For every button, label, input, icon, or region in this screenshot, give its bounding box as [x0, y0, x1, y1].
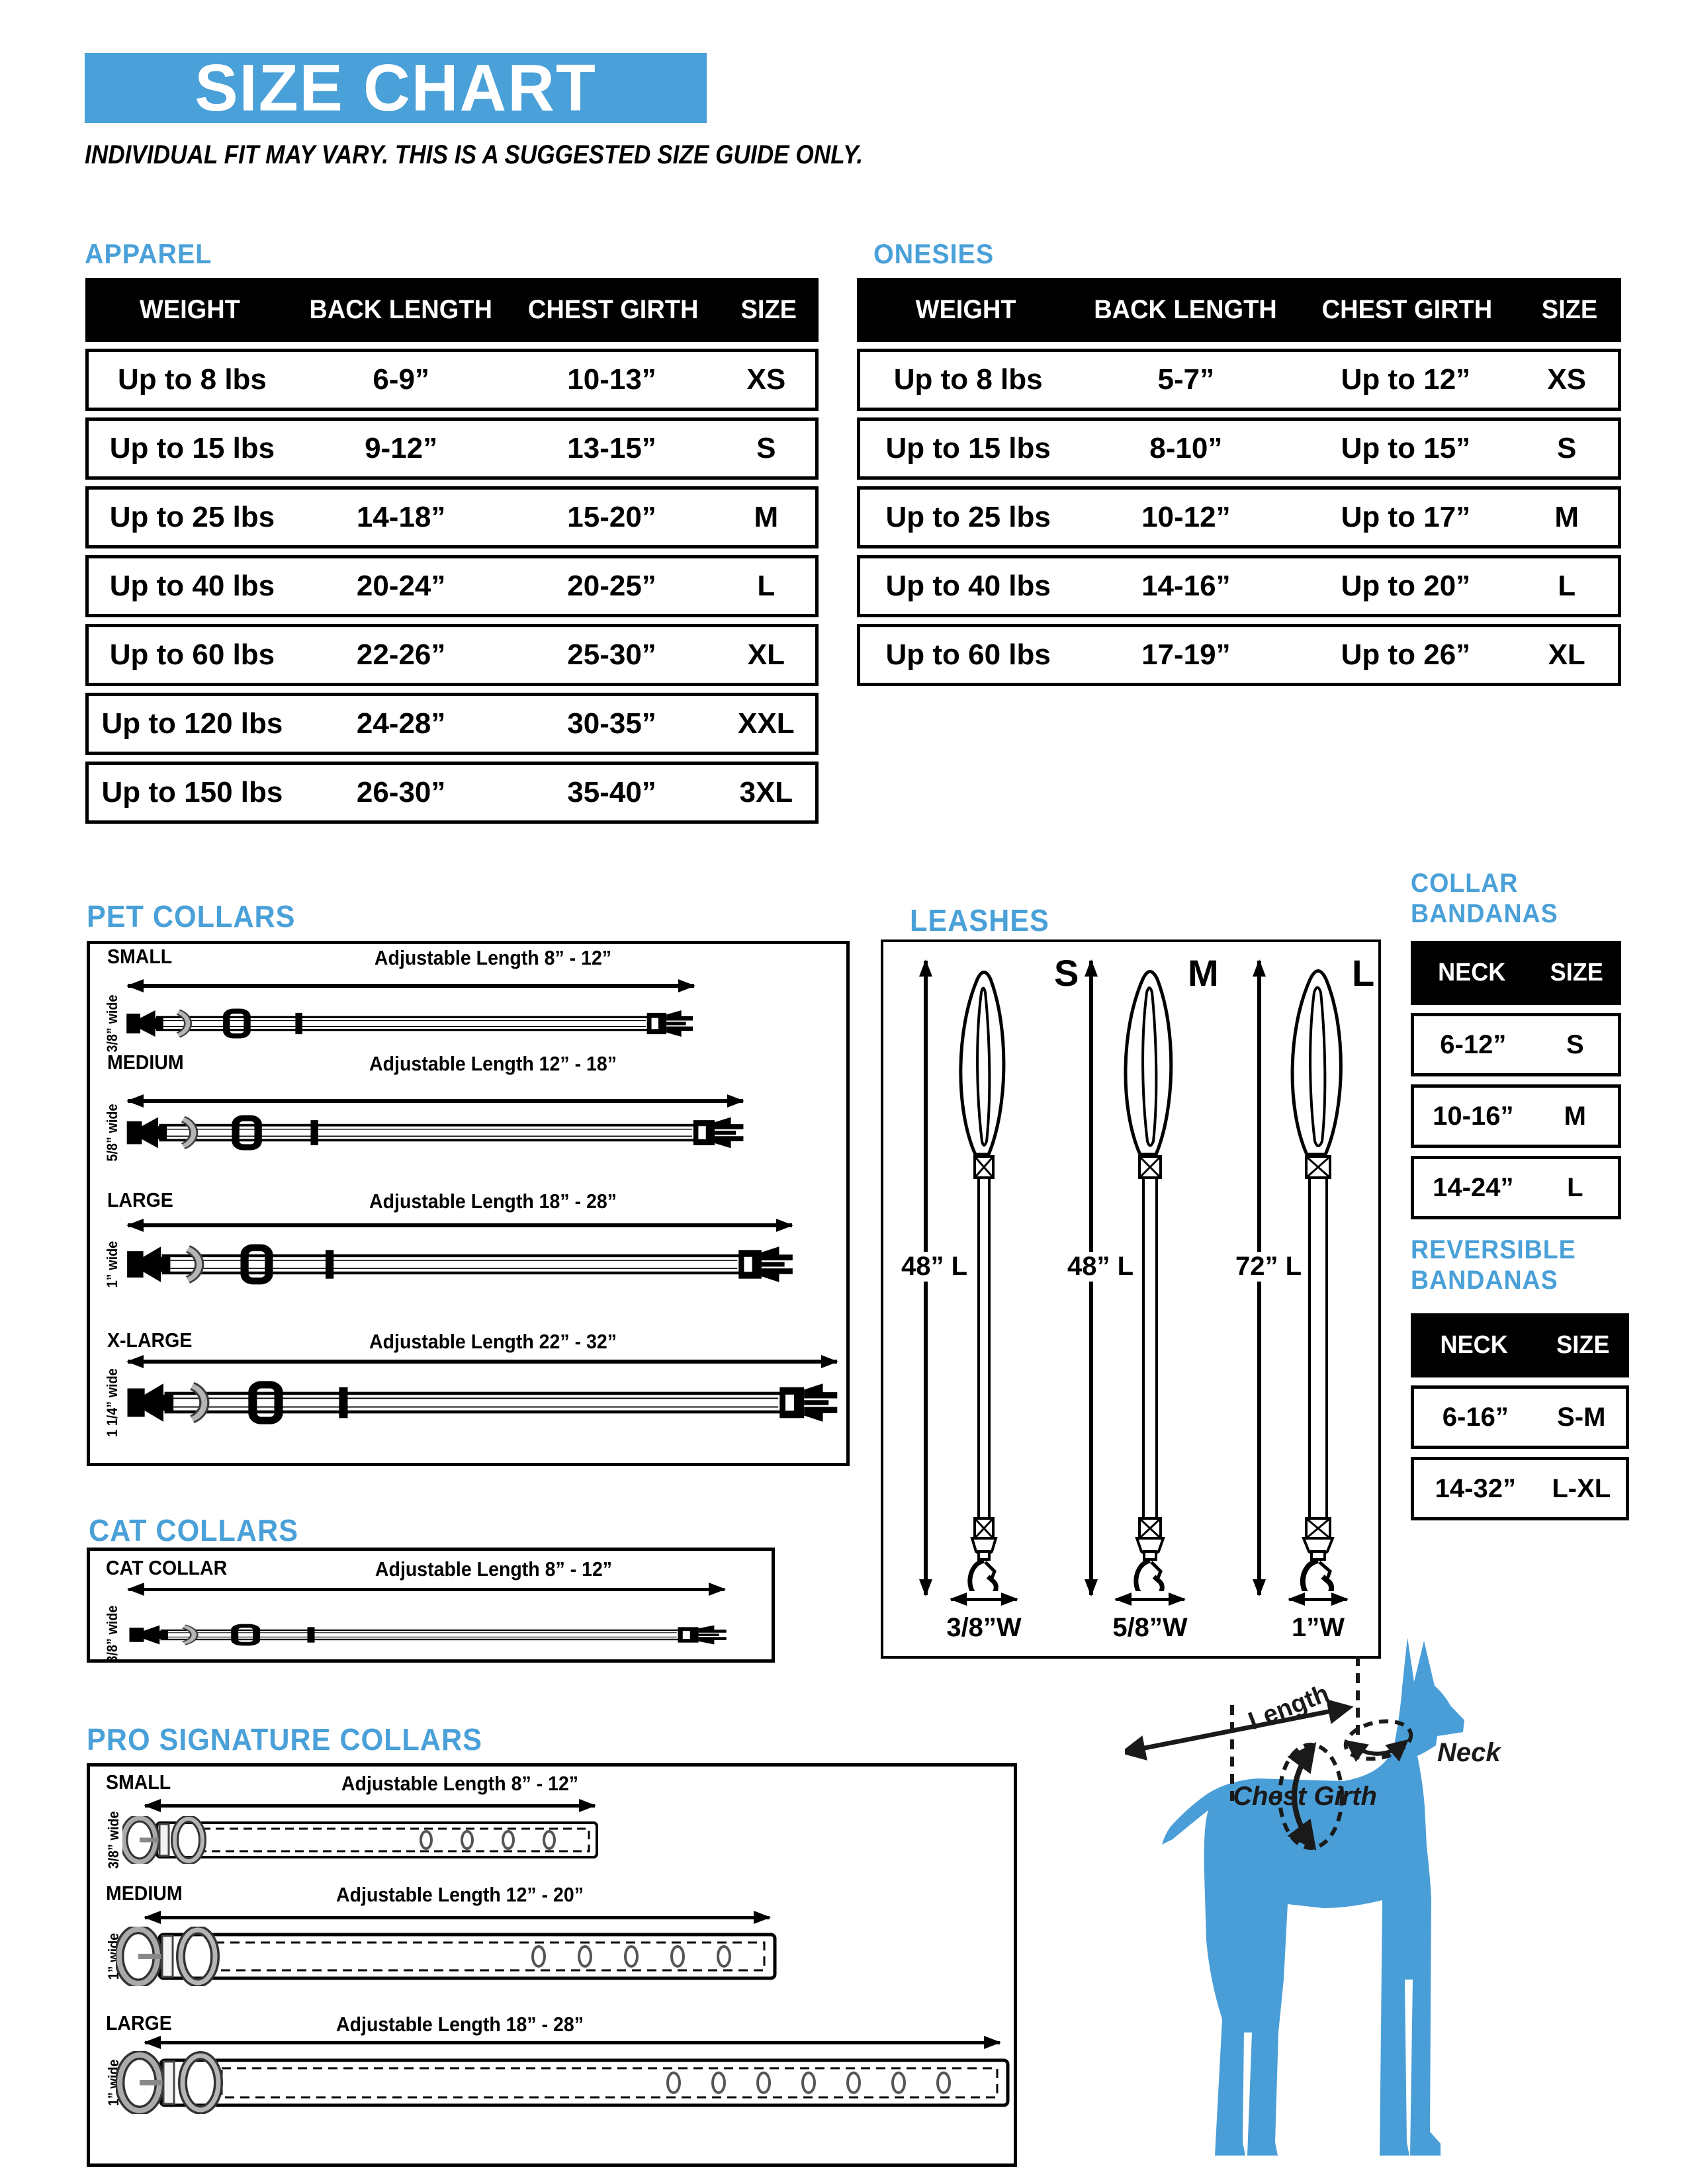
- reversible-bandanas-heading: REVERSIBLE BANDANAS: [1411, 1235, 1576, 1295]
- column-header: WEIGHT: [915, 295, 1016, 324]
- pro-collar-large-illustration: [116, 2051, 1012, 2114]
- table-cell: 10-12”: [1141, 501, 1231, 533]
- leash-length-value: 48” L: [1063, 1252, 1137, 1282]
- leash-width-value: 5/8”W: [1108, 1613, 1191, 1643]
- table-row: [857, 486, 1621, 548]
- table-cell: Up to 120 lbs: [101, 707, 283, 740]
- table-row: [857, 349, 1621, 411]
- table-cell: 8-10”: [1149, 432, 1223, 464]
- table-cell: Up to 40 lbs: [885, 570, 1051, 602]
- cat-collars-heading: CAT COLLARS: [89, 1513, 299, 1548]
- table-cell: Up to 8 lbs: [893, 363, 1043, 396]
- table-cell: L: [757, 570, 776, 602]
- chest-girth-label: Chest Girth: [1233, 1782, 1377, 1811]
- collar-width-label: 3/8” wide: [104, 1605, 120, 1663]
- xlarge-collar-illustration: [123, 1375, 843, 1430]
- collar-length-label: Adjustable Length 18” - 28”: [369, 1190, 617, 1213]
- leash-s-illustration: [944, 956, 1024, 1591]
- apparel-heading: APPAREL: [85, 238, 212, 269]
- title-banner: [85, 50, 707, 125]
- table-cell: 20-25”: [567, 570, 656, 602]
- leash-length-value: 72” L: [1231, 1252, 1306, 1282]
- collar-width-label: 3/8” wide: [105, 1811, 122, 1869]
- pet-collars-heading: PET COLLARS: [87, 899, 296, 934]
- collar-size-label: MEDIUM: [107, 1051, 184, 1074]
- buckle-icon: [127, 1117, 167, 1149]
- collar-size-label: CAT COLLAR: [106, 1556, 228, 1579]
- collar-bandanas-heading: COLLAR BANDANAS: [1411, 869, 1558, 928]
- pro-collar-small-illustration: [122, 1816, 601, 1864]
- table-cell: Up to 60 lbs: [885, 638, 1051, 671]
- leash-size-label: L: [1352, 952, 1375, 994]
- table-cell: 5-7”: [1157, 363, 1215, 396]
- table-cell: 6-9”: [373, 363, 429, 396]
- table-cell: Up to 8 lbs: [118, 363, 267, 396]
- reversible-bandanas-body: [1411, 1385, 1629, 1520]
- table-row: [1411, 1013, 1621, 1076]
- table-cell: Up to 60 lbs: [109, 638, 275, 671]
- table-cell: S-M: [1557, 1402, 1606, 1432]
- leash-width-value: 3/8”W: [942, 1613, 1025, 1643]
- table-cell: 9-12”: [365, 432, 438, 464]
- leash-width-arrow: [1289, 1598, 1347, 1601]
- medium-collar-illustration: [123, 1110, 748, 1155]
- table-row: [85, 762, 819, 824]
- apparel-table-header: [85, 278, 819, 342]
- table-cell: XL: [1548, 638, 1585, 671]
- table-cell: 20-24”: [356, 570, 446, 602]
- pro-signature-collars-heading: PRO SIGNATURE COLLARS: [87, 1722, 482, 1757]
- table-cell: Up to 26”: [1341, 638, 1471, 671]
- leash-l-illustration: [1278, 956, 1358, 1591]
- table-cell: Up to 20”: [1341, 570, 1471, 602]
- table-row: [85, 624, 819, 686]
- table-row: [857, 417, 1621, 480]
- onesies-table-body: [857, 349, 1621, 686]
- collar-size-label: LARGE: [106, 2011, 172, 2034]
- table-cell: S: [756, 432, 776, 464]
- neck-label: Neck: [1437, 1738, 1501, 1767]
- table-cell: 30-35”: [567, 707, 656, 740]
- leash-width-value: 1”W: [1288, 1613, 1349, 1643]
- collar-size-label: MEDIUM: [106, 1882, 183, 1905]
- table-cell: 6-16”: [1442, 1402, 1509, 1432]
- table-cell: 17-19”: [1141, 638, 1231, 671]
- length-arrow: [145, 1916, 770, 1919]
- large-collar-illustration: [123, 1239, 798, 1290]
- buckle-icon: [129, 1626, 168, 1645]
- table-cell: Up to 25 lbs: [109, 501, 275, 533]
- table-cell: L: [1567, 1172, 1583, 1202]
- collar-length-label: Adjustable Length 12” - 20”: [336, 1883, 584, 1906]
- table-cell: 6-12”: [1440, 1029, 1507, 1059]
- table-cell: Up to 25 lbs: [885, 501, 1051, 533]
- column-header: SIZE: [1550, 959, 1604, 986]
- table-cell: S: [1557, 432, 1577, 464]
- table-cell: S: [1566, 1029, 1584, 1059]
- collar-length-label: Adjustable Length 22” - 32”: [369, 1330, 617, 1353]
- table-cell: Up to 15 lbs: [109, 432, 275, 464]
- table-cell: L: [1558, 570, 1576, 602]
- collar-length-label: Adjustable Length 8” - 12”: [374, 946, 612, 969]
- length-arrow: [128, 1360, 837, 1364]
- leash-width-arrow: [951, 1598, 1017, 1601]
- collar-width-label: 5/8” wide: [104, 1104, 120, 1162]
- apparel-table: [85, 278, 819, 824]
- table-cell: XL: [747, 638, 785, 671]
- table-row: [1411, 1457, 1629, 1520]
- column-header: SIZE: [1541, 295, 1598, 324]
- table-cell: XS: [1547, 363, 1587, 396]
- leash-length-value: 48” L: [897, 1252, 971, 1282]
- table-cell: M: [754, 501, 779, 533]
- collar-length-label: Adjustable Length 18” - 28”: [336, 2013, 584, 2036]
- length-arrow: [1125, 1708, 1349, 1752]
- table-row: [1411, 1385, 1629, 1449]
- table-cell: M: [1564, 1101, 1586, 1131]
- table-cell: 35-40”: [567, 776, 656, 808]
- table-cell: Up to 40 lbs: [109, 570, 275, 602]
- leash-size-label: S: [1054, 952, 1079, 994]
- table-cell: 13-15”: [567, 432, 656, 464]
- table-cell: 24-28”: [356, 707, 446, 740]
- table-row: [85, 555, 819, 617]
- column-header: CHEST GIRTH: [1321, 295, 1493, 324]
- collar-size-label: LARGE: [107, 1188, 173, 1211]
- onesies-heading: ONESIES: [873, 238, 995, 269]
- table-cell: 22-26”: [356, 638, 446, 671]
- length-arrow: [145, 1804, 595, 1808]
- collar-size-label: SMALL: [107, 945, 173, 968]
- small-collar-illustration: [123, 1004, 697, 1043]
- leash-width-arrow: [1116, 1598, 1184, 1601]
- table-cell: 14-16”: [1141, 570, 1231, 602]
- collar-width-label: 3/8” wide: [104, 994, 120, 1053]
- pro-collar-medium-illustration: [116, 1927, 777, 1986]
- collar-length-label: Adjustable Length 8” - 12”: [375, 1557, 613, 1581]
- collar-size-label: SMALL: [106, 1770, 171, 1794]
- collar-bandanas-body: [1411, 1013, 1621, 1219]
- table-row: [85, 486, 819, 548]
- table-row: [1411, 1084, 1621, 1148]
- table-cell: XS: [746, 363, 786, 396]
- column-header: BACK LENGTH: [309, 295, 492, 324]
- table-cell: 25-30”: [567, 638, 656, 671]
- table-cell: Up to 12”: [1341, 363, 1471, 396]
- table-row: [85, 417, 819, 480]
- table-cell: 14-18”: [356, 501, 446, 533]
- reversible-bandanas-header: [1411, 1313, 1629, 1377]
- onesies-table-header: [857, 278, 1621, 342]
- collar-length-label: Adjustable Length 8” - 12”: [341, 1772, 579, 1795]
- length-arrow: [128, 984, 694, 988]
- table-cell: M: [1554, 501, 1579, 533]
- column-header: BACK LENGTH: [1094, 295, 1277, 324]
- leashes-heading: LEASHES: [910, 903, 1049, 938]
- page-title: SIZE CHART: [195, 50, 597, 125]
- table-cell: 26-30”: [356, 776, 446, 808]
- collar-size-label: X-LARGE: [107, 1329, 193, 1352]
- table-cell: 14-24”: [1433, 1172, 1514, 1202]
- collar-width-label: 1 1/4” wide: [104, 1368, 120, 1437]
- length-arrow: [128, 1588, 725, 1591]
- reversible-bandanas-table: [1411, 1313, 1629, 1520]
- table-row: [85, 349, 819, 411]
- cat-collar-illustration: [126, 1621, 731, 1649]
- column-header: CHEST GIRTH: [527, 295, 699, 324]
- collar-length-label: Adjustable Length 12” - 18”: [369, 1052, 617, 1075]
- table-cell: Up to 17”: [1341, 501, 1471, 533]
- collar-bandanas-header: [1411, 941, 1621, 1005]
- collar-width-label: 1” wide: [104, 1241, 120, 1288]
- table-row: [1411, 1156, 1621, 1219]
- length-arrow: [145, 2041, 1000, 2044]
- table-cell: XXL: [738, 707, 795, 740]
- buckle-icon: [128, 1383, 174, 1422]
- length-arrow: [128, 1099, 743, 1103]
- column-header: WEIGHT: [139, 295, 240, 324]
- table-cell: 10-16”: [1433, 1101, 1514, 1131]
- onesies-table: [857, 278, 1621, 686]
- table-row: [857, 624, 1621, 686]
- length-label: Length: [1245, 1679, 1333, 1736]
- collar-bandanas-table: [1411, 941, 1621, 1219]
- table-cell: Up to 150 lbs: [101, 776, 283, 808]
- length-arrow: [128, 1223, 792, 1227]
- table-cell: 14-32”: [1435, 1473, 1516, 1503]
- leash-size-label: M: [1188, 952, 1219, 994]
- table-row: [85, 693, 819, 755]
- table-cell: 15-20”: [567, 501, 656, 533]
- column-header: NECK: [1440, 1331, 1508, 1359]
- table-cell: Up to 15”: [1341, 432, 1471, 464]
- buckle-icon: [127, 1246, 170, 1282]
- column-header: SIZE: [1556, 1331, 1610, 1359]
- column-header: SIZE: [740, 295, 797, 324]
- collar-width-label: 1” wide: [105, 1933, 122, 1980]
- table-cell: 3XL: [739, 776, 793, 808]
- table-cell: L-XL: [1552, 1473, 1611, 1503]
- apparel-table-body: [85, 349, 819, 824]
- collar-width-label: 1” wide: [105, 2059, 122, 2107]
- table-row: [857, 555, 1621, 617]
- dog-measurement-diagram: [1125, 1608, 1688, 2177]
- leash-m-illustration: [1110, 956, 1190, 1591]
- column-header: NECK: [1438, 959, 1506, 986]
- table-cell: Up to 15 lbs: [885, 432, 1051, 464]
- buckle-icon: [126, 1010, 163, 1037]
- disclaimer-text: INDIVIDUAL FIT MAY VARY. THIS IS A SUGGESTED SIZE GUIDE ONLY.: [85, 140, 864, 169]
- table-cell: 10-13”: [567, 363, 656, 396]
